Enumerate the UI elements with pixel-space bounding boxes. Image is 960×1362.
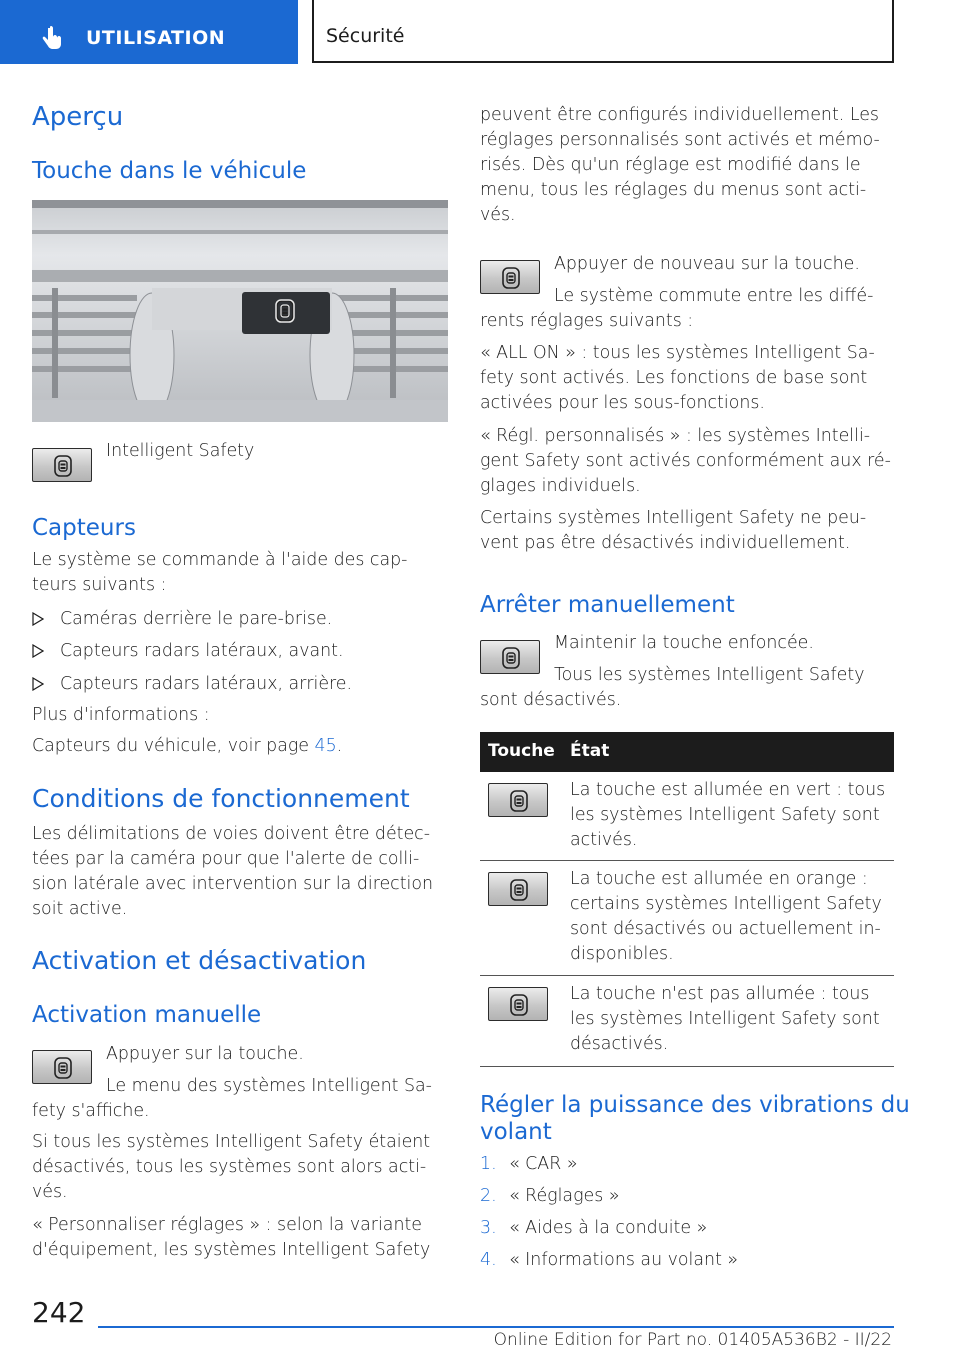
triangle-bullet-icon <box>32 677 44 691</box>
conditions-line: sion latérale avec intervention sur la direction <box>32 874 434 894</box>
triangle-bullet-icon <box>32 644 44 658</box>
all-on-line: fety sont activés. Les fonctions de base sont <box>480 368 868 388</box>
col-touche: Touche <box>488 741 555 761</box>
table-cell-state: La touche est allumée en vert : tous les systèmes Intelligent Safety sont activés. <box>570 780 886 850</box>
heading-apercu: Aperçu <box>32 102 124 132</box>
si-tous-line: désactivés, tous les systèmes sont alors acti- <box>32 1157 427 1177</box>
table-row <box>480 772 894 861</box>
table-row <box>480 861 894 976</box>
table-cell-state: La touche est allumée en orange : certains systèmes Intelligent Safety sont désactivés ou actuellement in- disponibles. <box>570 869 882 964</box>
peuvent-line: vés. <box>480 205 516 225</box>
safety-button-image <box>488 783 548 817</box>
table-cell-state: La touche n'est pas allumée : tous les systèmes Intelligent Safety sont désactivés. <box>570 984 880 1054</box>
maintenir-text: Maintenir la touche enfoncée. <box>554 633 814 653</box>
menu-text-1: Le menu des systèmes Intelligent Sa- <box>106 1076 432 1096</box>
safety-button-image <box>488 987 548 1021</box>
heading-arreter: Arrêter manuellement <box>480 592 735 618</box>
peuvent-line: peuvent être configurés individuellement. Les <box>480 105 879 125</box>
triangle-bullet-icon <box>32 612 44 626</box>
appuyer-text: Appuyer sur la touche. <box>106 1044 304 1064</box>
regl-perso-line: « Régl. personnalisés » : les systèmes Intelli- <box>480 426 871 446</box>
section-label: Sécurité <box>326 25 405 47</box>
conditions-line: tées par la caméra pour que l'alerte de colli- <box>32 849 420 869</box>
chapter-tab[interactable] <box>0 0 298 64</box>
safety-button-image <box>32 448 92 482</box>
col-etat: État <box>570 741 610 761</box>
heading-conditions: Conditions de fonctionnement <box>32 784 410 813</box>
si-tous-line: vés. <box>32 1182 68 1202</box>
menu-text-2: fety s'affiche. <box>32 1101 150 1121</box>
car-safety-icon <box>510 879 528 901</box>
regl-perso-line: gent Safety sont activés conformément aux ré- <box>480 451 891 471</box>
all-on-line: activées pour les sous-fonctions. <box>480 393 765 413</box>
intelligent-safety-label: Intelligent Safety <box>106 441 255 461</box>
footer-edition: Online Edition for Part no. 01405A536B2 - II/22 <box>493 1330 892 1350</box>
dashboard-photo <box>32 200 448 422</box>
conditions-line: Les délimitations de voies doivent être détec- <box>32 824 431 844</box>
table-header <box>480 732 894 772</box>
safety-button-image <box>480 640 540 674</box>
tous-line-1: Tous les systèmes Intelligent Safety <box>554 665 865 685</box>
heading-vibrations-2: volant <box>480 1119 552 1145</box>
appuyer-nouveau: Appuyer de nouveau sur la touche. <box>554 254 860 274</box>
si-tous-line: Si tous les systèmes Intelligent Safety étaient <box>32 1132 431 1152</box>
car-safety-icon <box>502 267 520 289</box>
all-on-line: « ALL ON » : tous les systèmes Intelligent Sa- <box>480 343 875 363</box>
plus-info: Plus d'informations : <box>32 705 210 725</box>
safety-button-image <box>488 872 548 906</box>
page-number: 242 <box>32 1296 86 1329</box>
table-row <box>480 976 894 1067</box>
heading-activation-manuelle: Activation manuelle <box>32 1002 262 1028</box>
car-safety-icon <box>54 1057 72 1079</box>
safety-button-image <box>480 260 540 294</box>
regl-perso-line: glages individuels. <box>480 476 641 496</box>
capteurs-reference: Capteurs du véhicule, voir page 45. <box>32 736 343 756</box>
heading-capteurs: Capteurs <box>32 515 136 541</box>
personnaliser-line: d'équipement, les systèmes Intelligent Safety <box>32 1240 431 1260</box>
footer-divider <box>98 1326 894 1328</box>
state-table <box>480 732 894 1067</box>
commute-line-2: rents réglages suivants : <box>480 311 694 331</box>
section-header <box>312 0 894 63</box>
certains-line: vent pas être désactivés individuellement. <box>480 533 851 553</box>
peuvent-line: risés. Dès qu'un réglage est modifié dans le <box>480 155 861 175</box>
page-link[interactable]: 45 <box>314 736 337 756</box>
chapter-label: UTILISATION <box>86 27 226 49</box>
peuvent-line: réglages personnalisés sont activés et mémo- <box>480 130 880 150</box>
heading-activation: Activation et désactivation <box>32 946 367 975</box>
car-safety-icon <box>510 994 528 1016</box>
capteurs-intro-2: teurs suivants : <box>32 575 167 595</box>
heading-vibrations: Régler la puissance des vibrations du <box>480 1092 910 1118</box>
peuvent-line: menu, tous les réglages du menus sont acti- <box>480 180 867 200</box>
hand-pointer-icon <box>40 26 64 50</box>
heading-touche-vehicule: Touche dans le véhicule <box>32 158 307 184</box>
safety-button-image <box>32 1050 92 1084</box>
personnaliser-line: « Personnaliser réglages » : selon la variante <box>32 1215 422 1235</box>
car-safety-icon <box>510 790 528 812</box>
car-safety-icon <box>502 647 520 669</box>
capteurs-intro-1: Le système se commande à l'aide des cap- <box>32 550 408 570</box>
certains-line: Certains systèmes Intelligent Safety ne peu- <box>480 508 867 528</box>
conditions-line: soit active. <box>32 899 128 919</box>
commute-line-1: Le système commute entre les diffé- <box>554 286 874 306</box>
car-safety-icon <box>54 455 72 477</box>
tous-line-2: sont désactivés. <box>480 690 622 710</box>
